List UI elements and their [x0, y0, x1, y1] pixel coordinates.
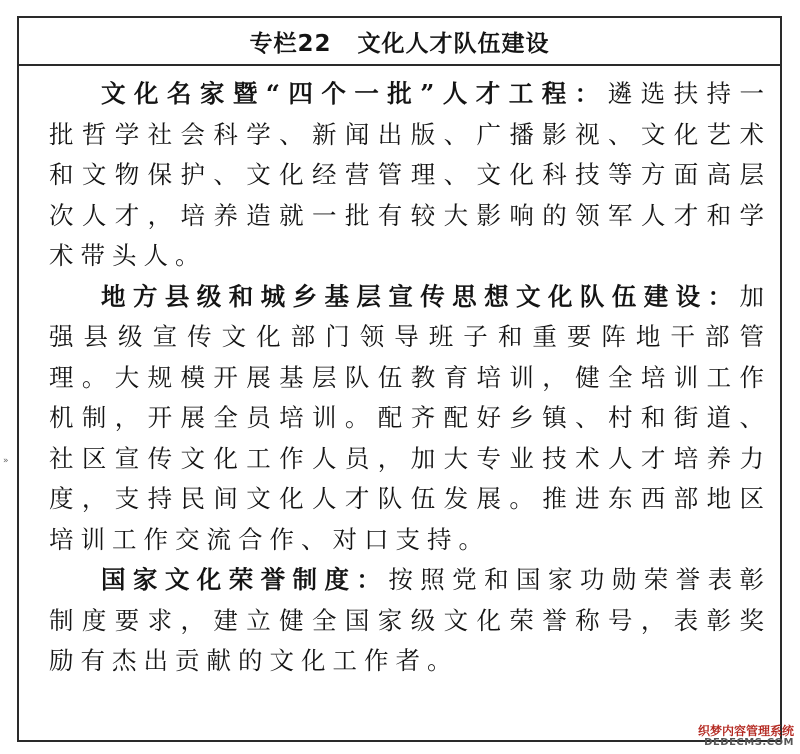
column-box — [17, 16, 782, 742]
paragraph-grassroots-team — [49, 277, 771, 561]
paragraph-body: 按照党和国家功勋荣誉表彰制度要求，建立健全国家级文化荣誉称号，表彰奖励有杰出贡献的文化工作者。 — [49, 565, 772, 675]
column-number: 专栏22 — [249, 30, 332, 57]
paragraph-body: 加强县级宣传文化部门领导班子和重要阵地干部管理。大规模开展基层队伍教育培训，健全培训工作机制，开展全员培训。配齐配好乡镇、村和街道、社区宣传文化工作人员，加大专业技术人才培养力度，支持民间文化人才队伍发展。推进东西部地区培训工作交流合作、对口支持。 — [49, 281, 771, 554]
column-content — [49, 74, 771, 682]
paragraph-lead: 国家文化荣誉制度： — [101, 565, 389, 594]
scan-mark: » — [3, 456, 9, 466]
paragraph-body: 遴选扶持一批哲学社会科学、新闻出版、广播影视、文化艺术和文物保护、文化经营管理、文化科技等方面高层次人才，培养造就一批有较大影响的领军人才和学术带头人。 — [49, 79, 772, 270]
column-title: 文化人才队伍建设 — [357, 30, 550, 57]
paragraph-talent-project — [49, 74, 771, 277]
paragraph-honor-system — [49, 560, 771, 682]
paragraph-lead: 地方县级和城乡基层宣传思想文化队伍建设： — [101, 281, 740, 311]
watermark-logo — [698, 725, 794, 748]
column-header — [19, 18, 780, 66]
watermark-cn: 织梦内容管理系统 — [697, 723, 794, 738]
watermark-en: DEDECMS.COM — [704, 736, 794, 748]
paragraph-lead: 文化名家暨“四个一批”人才工程： — [101, 79, 608, 108]
